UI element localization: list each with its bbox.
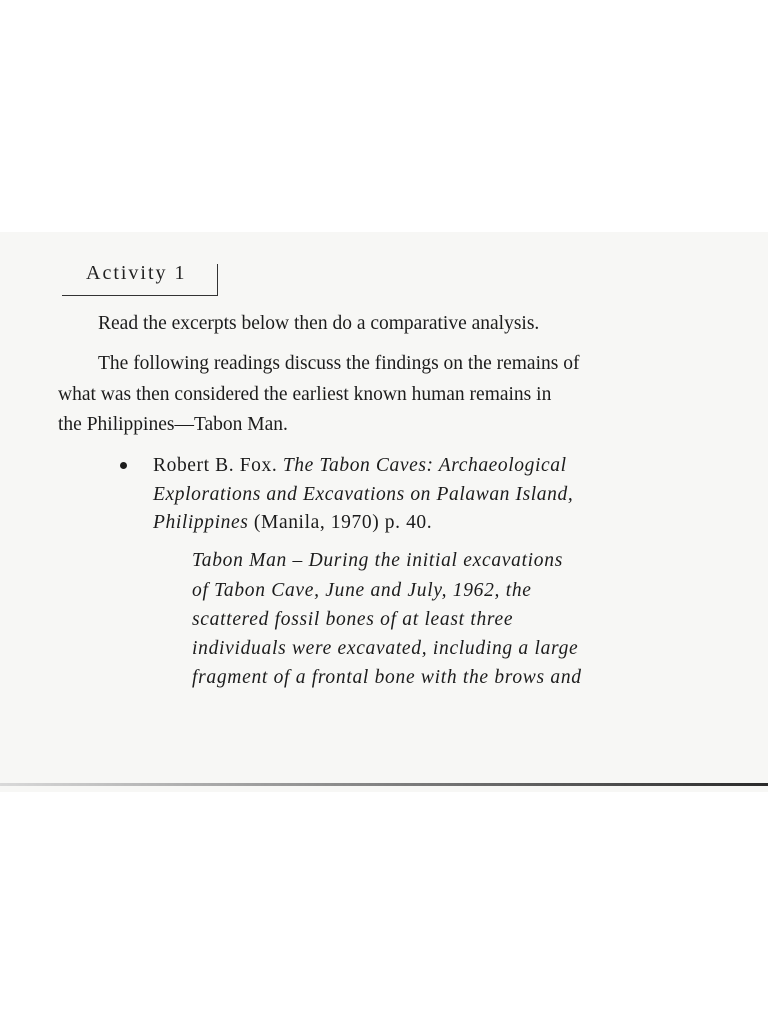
excerpt-line: scattered fossil bones of at least three [192, 609, 514, 630]
page-bottom-edge [0, 783, 768, 786]
citation-author: Robert B. Fox. [153, 455, 278, 476]
citation-title: The Tabon Caves: Archaeological [282, 455, 567, 476]
citation-publication: (Manila, 1970) p. 40. [253, 512, 433, 533]
bullet-icon [120, 462, 127, 469]
excerpt-line: of Tabon Cave, June and July, 1962, the [192, 580, 532, 601]
excerpt-line: Tabon Man – During the initial excavations [192, 550, 563, 571]
citation-title: Philippines [153, 512, 249, 533]
citation-line-1 [153, 455, 567, 477]
heading-underline [62, 295, 218, 296]
excerpt-line: fragment of a frontal bone with the brows and [192, 667, 582, 688]
citation-line-3 [153, 512, 432, 534]
instruction-line: Read the excerpts below then do a comparative analysis. [98, 313, 540, 334]
activity-heading: Activity 1 [86, 262, 187, 284]
intro-paragraph-line: what was then considered the earliest known human remains in [58, 384, 552, 405]
citation-line-2 [153, 484, 573, 506]
intro-paragraph-line: the Philippines—Tabon Man. [58, 414, 288, 435]
heading-divider [217, 264, 218, 296]
excerpt-line: individuals were excavated, including a large [192, 638, 579, 659]
intro-paragraph-line: The following readings discuss the findings on the remains of [98, 353, 580, 374]
citation-title: Explorations and Excavations on Palawan Island, [153, 484, 574, 505]
